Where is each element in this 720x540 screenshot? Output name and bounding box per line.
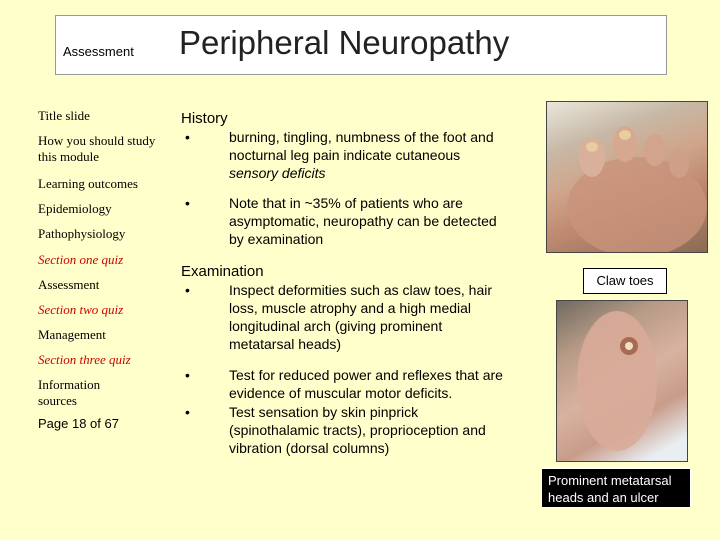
examination-bullet-3: Test sensation by skin pinprick (spinothalamic tracts), proprioception and vibration (dorsal columns) <box>229 404 486 456</box>
bullet-symbol: • <box>185 367 190 383</box>
sidebar-item-study-module[interactable]: How you should study this module <box>38 133 156 164</box>
bullet-symbol: • <box>185 282 190 298</box>
history-bullet-2: Note that in ~35% of patients who are asymptomatic, neuropathy can be detected by examination <box>229 195 497 247</box>
examination-bullet-1: Inspect deformities such as claw toes, hair loss, muscle atrophy and a high medial longitudinal arch (giving prominent metatarsal heads) <box>229 282 493 352</box>
bullet-symbol: • <box>185 404 190 420</box>
sidebar-item-section-two-quiz[interactable]: Section two quiz <box>38 302 124 317</box>
history-bullet-1-text: burning, tingling, numbness of the foot and nocturnal leg pain indicate cutaneous <box>229 129 494 163</box>
sidebar-item-epidemiology[interactable]: Epidemiology <box>38 201 112 216</box>
page-indicator: Page 18 of 67 <box>38 416 119 431</box>
examination-section <box>181 263 503 461</box>
history-emphasis: sensory deficits <box>229 165 326 181</box>
ulcer-caption: Prominent metatarsal heads and an ulcer <box>541 468 691 508</box>
sidebar-item-section-one-quiz[interactable]: Section one quiz <box>38 252 124 267</box>
sidebar-item-assessment[interactable]: Assessment <box>38 277 100 292</box>
bullet-symbol: • <box>185 195 190 211</box>
history-bullet-1 <box>229 128 509 182</box>
bullet-symbol: • <box>185 129 190 145</box>
sidebar-item-section-three-quiz[interactable]: Section three quiz <box>38 352 131 367</box>
history-heading: History <box>181 110 228 127</box>
ulcer-photo <box>556 300 688 462</box>
sidebar-item-information-sources[interactable]: Information sources <box>38 377 101 408</box>
sidebar-item-management[interactable]: Management <box>38 327 106 342</box>
sidebar-item-pathophysiology[interactable]: Pathophysiology <box>38 226 126 241</box>
claw-toes-illustration <box>547 102 707 252</box>
sidebar-item-title-slide[interactable]: Title slide <box>38 108 90 123</box>
examination-bullet-2: Test for reduced power and reflexes that are evidence of muscular motor deficits. <box>229 367 503 401</box>
history-section <box>181 110 497 248</box>
examination-heading: Examination <box>181 263 264 280</box>
header-box <box>55 15 667 75</box>
header-section-label: Assessment <box>63 44 134 59</box>
claw-toes-caption: Claw toes <box>583 268 667 294</box>
sidebar-item-learning-outcomes[interactable]: Learning outcomes <box>38 176 138 191</box>
claw-toes-photo <box>546 101 708 253</box>
ulcer-illustration <box>557 301 687 461</box>
page-title: Peripheral Neuropathy <box>179 24 510 61</box>
